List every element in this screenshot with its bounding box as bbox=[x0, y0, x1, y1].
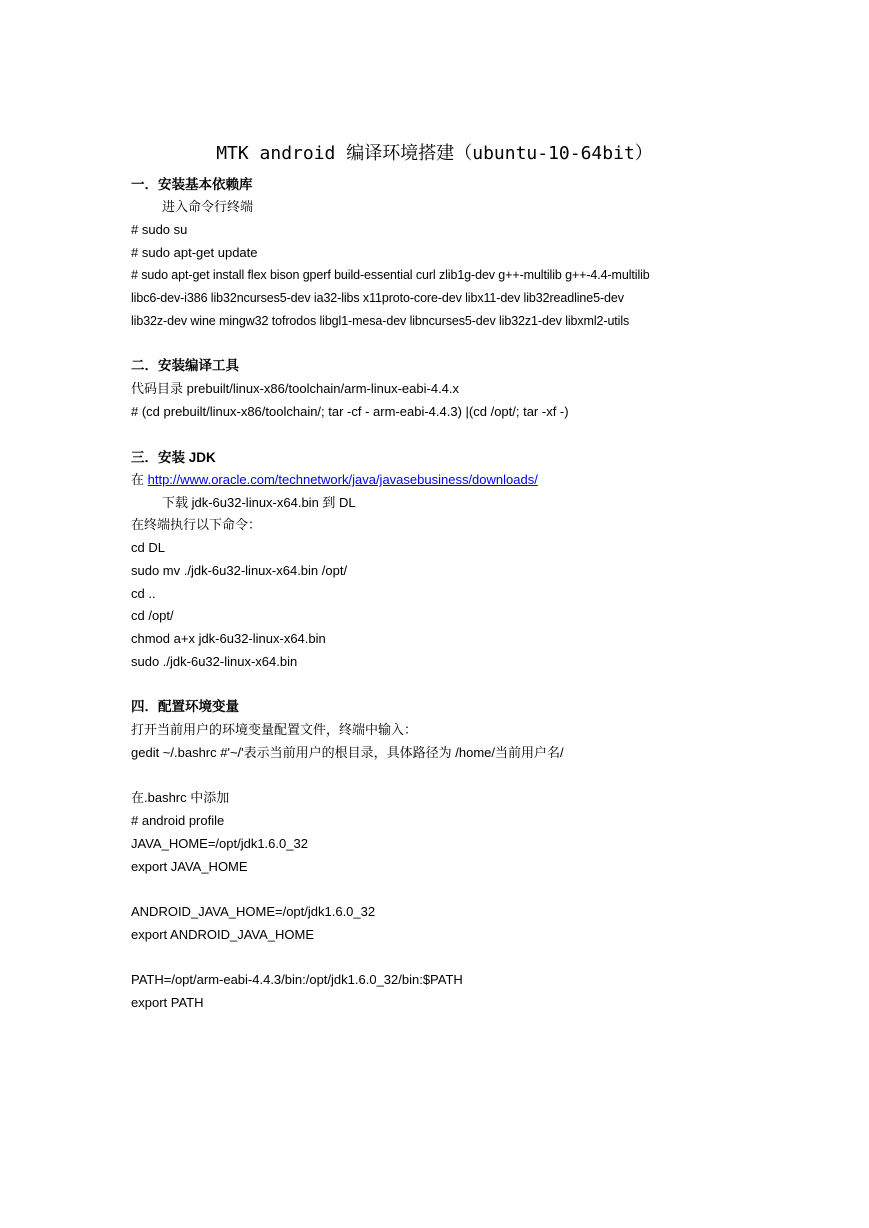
config-line: PATH=/opt/arm-eabi-4.4.3/bin:/opt/jdk1.6.0_32/bin:$PATH bbox=[131, 972, 463, 987]
command-line: lib32z-dev wine mingw32 tofrodos libgl1-mesa-dev libncurses5-dev lib32z1-dev libxml2-utils bbox=[131, 314, 630, 328]
config-line: export JAVA_HOME bbox=[131, 859, 248, 874]
text-line: 下载 jdk-6u32-linux-x64.bin 到 DL bbox=[162, 495, 356, 510]
command-line: sudo mv ./jdk-6u32-linux-x64.bin /opt/ bbox=[131, 563, 348, 578]
text-line: 在.bashrc 中添加 bbox=[131, 790, 230, 805]
command-line: # sudo apt-get install flex bison gperf build-essential curl zlib1g-dev g++-multilib g++-4.4-multilib bbox=[131, 268, 650, 282]
command-line: # sudo apt-get update bbox=[131, 245, 258, 260]
command-line: # sudo su bbox=[131, 222, 188, 237]
text-line: 代码目录 prebuilt/linux-x86/toolchain/arm-linux-eabi-4.4.x bbox=[131, 381, 460, 396]
at-prefix: 在 bbox=[131, 472, 148, 487]
command-line: # (cd prebuilt/linux-x86/toolchain/; tar -cf - arm-eabi-4.4.3) |(cd /opt/; tar -xf -) bbox=[131, 404, 569, 419]
section-heading: 一．安装基本依赖库 bbox=[131, 177, 253, 192]
command-line: sudo ./jdk-6u32-linux-x64.bin bbox=[131, 654, 298, 669]
command-line: libc6-dev-i386 lib32ncurses5-dev ia32-libs x11proto-core-dev libx11-dev lib32readline5-dev bbox=[131, 291, 624, 305]
command-line: cd .. bbox=[131, 586, 156, 601]
config-line: export PATH bbox=[131, 995, 204, 1010]
oracle-download-link[interactable]: http://www.oracle.com/technetwork/java/javasebusiness/downloads/ bbox=[147, 472, 538, 487]
command-line: gedit ~/.bashrc #'~/'表示当前用户的根目录，具体路径为 /home/当前用户名/ bbox=[131, 745, 564, 760]
download-line bbox=[131, 472, 538, 488]
text-line: 在终端执行以下命令： bbox=[131, 517, 262, 532]
text-line: 打开当前用户的环境变量配置文件，终端中输入： bbox=[131, 722, 418, 737]
text-line: 进入命令行终端 bbox=[162, 199, 254, 214]
config-line: ANDROID_JAVA_HOME=/opt/jdk1.6.0_32 bbox=[131, 904, 376, 919]
command-line: cd DL bbox=[131, 540, 165, 555]
config-line: # android profile bbox=[131, 813, 225, 828]
command-line: cd /opt/ bbox=[131, 608, 174, 623]
config-line: JAVA_HOME=/opt/jdk1.6.0_32 bbox=[131, 836, 308, 851]
section-heading: 三．安装 JDK bbox=[131, 450, 216, 465]
section-heading: 四．配置环境变量 bbox=[131, 699, 239, 714]
document-title: MTK android 编译环境搭建（ubuntu-10-64bit） bbox=[216, 143, 653, 164]
config-line: export ANDROID_JAVA_HOME bbox=[131, 927, 315, 942]
command-line: chmod a+x jdk-6u32-linux-x64.bin bbox=[131, 631, 326, 646]
section-heading: 二．安装编译工具 bbox=[131, 358, 239, 373]
